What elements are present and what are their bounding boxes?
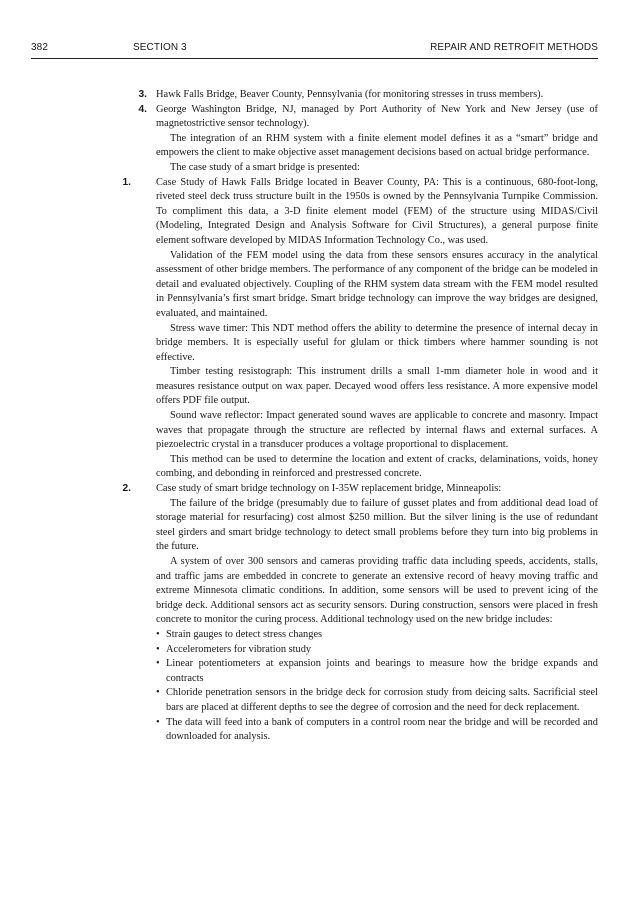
- paragraph-sound-wave: Sound wave reflector: Impact generated sound waves are applicable to concrete and masonry. Impact waves that propagate through the structure are reflected by internal flaws and external surfaces. A piezoelectric crystal in a transducer produces a voltage proportional to displacement.: [156, 410, 598, 451]
- page-header: [31, 40, 598, 56]
- paragraph-failure: The failure of the bridge (presumably due to failure of gusset plates and from additional dead load of storage material for resurfacing) cost almost $250 million. But the silver lining is the use of redundant steel girders and smart bridge technology to detect small problems before they turn into big problems in the future.: [156, 497, 598, 553]
- paragraph-method: This method can be used to determine the location and extent of cracks, delaminations, voids, honey combing, and debonding in reinforced and prestressed concrete.: [156, 453, 598, 480]
- paragraph-rhm: The integration of an RHM system with a finite element model defines it as a “smart” bridge and empowers the client to make objective asset management decisions based on actual bridge performance.: [156, 132, 598, 159]
- bullet-text: Chloride penetration sensors in the bridge deck for corrosion study from deicing salts. Sacrificial steel bars are placed at different depths to see the degree of corrosion and the need for deck replacement.: [166, 687, 598, 713]
- paragraph-case-intro: The case study of a smart bridge is presented:: [170, 161, 360, 173]
- header-rule: [31, 58, 598, 59]
- section-label: SECTION 3: [133, 42, 187, 53]
- bullet-text: Linear potentiometers at expansion joints and bearings to measure how the bridge expands and contracts: [166, 658, 598, 684]
- list-item-text: George Washington Bridge, NJ, managed by Port Authority of New York and New Jersey (use of magnetostrictive sensor technology).: [156, 103, 598, 130]
- case-study-2: [120, 482, 598, 497]
- bullet-text: Accelerometers for vibration study: [166, 643, 312, 655]
- bullet-item: [120, 657, 598, 686]
- list-marker: 2.: [122, 483, 131, 495]
- paragraph-validation: Validation of the FEM model using the data from these sensors ensures accuracy in the analytical assessment of other bridge members. The performance of any component of the bridge can be modeled in detail and evaluated objectively. Coupling of the RHM system data stream with the FEM model resulted in Pennsylvania’s first smart bridge. Smart bridge technology can improve the way bridges are designed, evaluated, and maintained.: [156, 249, 598, 319]
- paragraph-sensors: A system of over 300 sensors and cameras providing traffic data including speeds, accidents, stalls, and traffic jams are embedded in concrete to generate an extensive record of heavy moving traffic and extreme Minnesota climatic conditions. In addition, some sensors will be used to prevent icing of the bridge deck. Additional sensors act as security sensors. During construction, sensors were placed in fresh concrete to monitor the curing process. Additional technology used on the new bridge includes:: [156, 556, 598, 626]
- main-text: [120, 88, 598, 745]
- case-study-1: [120, 176, 598, 249]
- case-study-1-text: Case Study of Hawk Falls Bridge located in Beaver County, PA: This is a continuous, 680-foot-long, riveted steel deck truss structure built in the 1950s is owned by the Pennsylvania Turnpike Commission. To compliment this data, a 3-D finite element model (FEM) of the structure using MIDAS/Civil (Modeling, Integrated Design and Analysis Software for Civil Structures), a general purpose finite element software developed by MIDAS Information Technology Co., was used.: [156, 176, 598, 246]
- bullet-symbol: •: [156, 716, 160, 728]
- bullet-symbol: •: [156, 687, 160, 699]
- list-item-text: Hawk Falls Bridge, Beaver County, Pennsylvania (for monitoring stresses in truss members).: [156, 89, 544, 100]
- bullet-symbol: •: [156, 643, 160, 655]
- bullet-symbol: •: [156, 628, 160, 640]
- bullet-item: [120, 716, 598, 745]
- bullet-item: [120, 643, 598, 658]
- running-title: REPAIR AND RETROFIT METHODS: [430, 42, 598, 53]
- paragraph-stress-wave: Stress wave timer: This NDT method offers the ability to determine the presence of internal decay in bridge members. It is especially useful for glulam or thick timbers where hammer sounding is not effective.: [156, 322, 598, 363]
- bullet-item: [120, 686, 598, 715]
- paragraph-timber: Timber testing resistograph: This instrument drills a small 1-mm diameter hole in wood and it measures resistance output on wax paper. Decayed wood offers less resistance. A more expensive model offers PDF file output.: [156, 366, 598, 407]
- bullet-symbol: •: [156, 658, 160, 670]
- bullet-item: [120, 628, 598, 643]
- page-number: 382: [31, 42, 48, 53]
- list-marker: 4.: [138, 103, 147, 115]
- list-marker: 1.: [122, 176, 131, 188]
- bullet-text: Strain gauges to detect stress changes: [166, 628, 323, 640]
- bullet-text: The data will feed into a bank of computers in a control room near the bridge and will be recorded and downloaded for analysis.: [166, 716, 598, 743]
- case-study-2-text: Case study of smart bridge technology on I-35W replacement bridge, Minneapolis:: [156, 483, 502, 495]
- list-marker: 3.: [138, 89, 147, 100]
- list-item-4: [120, 103, 598, 132]
- list-item-3: [120, 88, 598, 103]
